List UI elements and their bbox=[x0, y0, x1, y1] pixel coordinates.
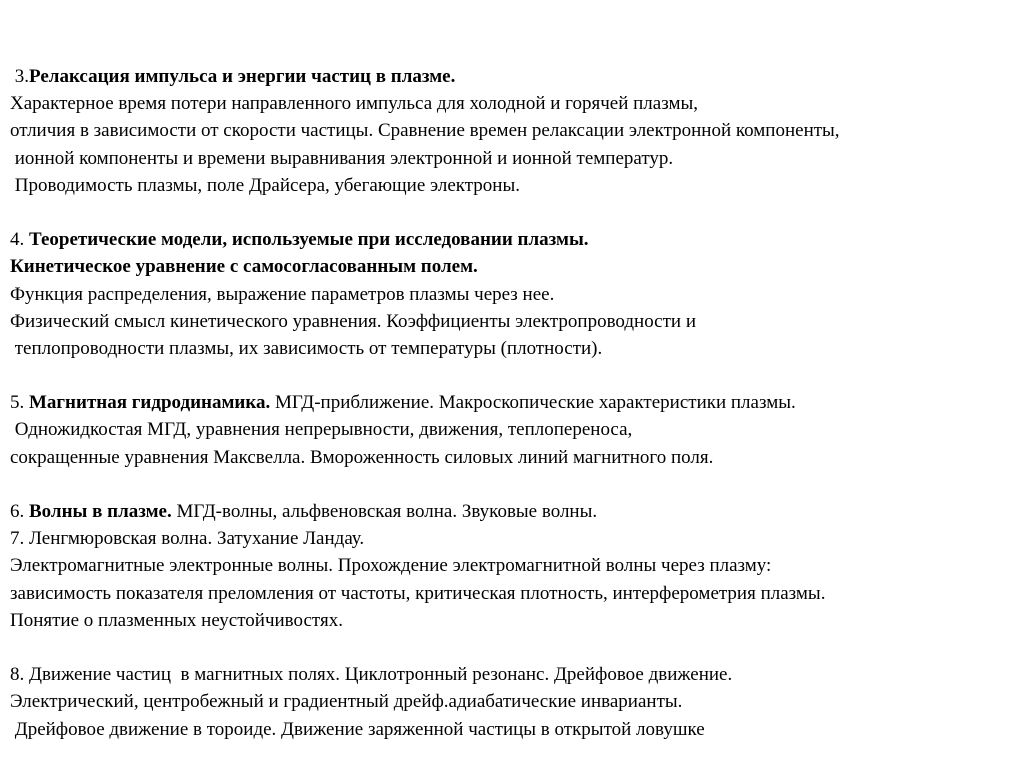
text-line: теплопроводности плазмы, их зависимость от температуры (плотности). bbox=[14, 337, 603, 359]
section-heading: Волны в плазме. bbox=[29, 501, 172, 522]
section-3 bbox=[10, 63, 1020, 199]
text-line: зависимость показателя преломления от частоты, критическая плотность, интерферометрия плазмы. bbox=[10, 582, 826, 604]
section-4 bbox=[10, 226, 1020, 362]
spacer bbox=[10, 199, 1020, 226]
spacer bbox=[10, 471, 1020, 498]
document-body bbox=[10, 63, 1020, 743]
text-line: 7. Ленгмюровская волна. Затухание Ландау. bbox=[10, 528, 365, 550]
text-line: 3.Релаксация импульса и энергии частиц в плазме. bbox=[14, 66, 456, 87]
text-line: 4. Теоретические модели, используемые при исследовании плазмы. bbox=[10, 229, 589, 251]
text-line: Характерное время потери направленного импульса для холодной и горячей плазмы, bbox=[10, 93, 698, 115]
text-line: сокращенные уравнения Максвелла. Вмороженность силовых линий магнитного поля. bbox=[10, 446, 714, 468]
section-6 bbox=[10, 498, 1020, 634]
text-line: отличия в зависимости от скорости частицы. Сравнение времен релаксации электронной компоненты, bbox=[10, 120, 840, 142]
text-line: Электромагнитные электронные волны. Прохождение электромагнитной волны через плазму: bbox=[10, 555, 772, 577]
section-heading: Магнитная гидродинамика. bbox=[29, 392, 271, 414]
text-line: 6. Волны в плазме. МГД-волны, альфвеновская волна. Звуковые волны. bbox=[10, 501, 598, 522]
text-line: Дрейфовое движение в тороиде. Движение заряженной частицы в открытой ловушке bbox=[14, 718, 705, 740]
text-line bbox=[10, 253, 1020, 280]
text-line: Проводимость плазмы, поле Драйсера, убегающие электроны. bbox=[14, 174, 520, 196]
spacer bbox=[10, 634, 1020, 661]
section-8 bbox=[10, 661, 1020, 743]
text-line: 5. Магнитная гидродинамика. МГД-приближение. Макроскопические характеристики плазмы. bbox=[10, 392, 796, 414]
text-line: ионной компоненты и времени выравнивания электронной и ионной температур. bbox=[14, 147, 674, 169]
section-5 bbox=[10, 389, 1020, 471]
text-line: 8. Движение частиц в магнитных полях. Циклотронный резонанс. Дрейфовое движение. bbox=[10, 664, 733, 686]
text-line: Одножидкостая МГД, уравнения непрерывности, движения, теплопереноса, bbox=[14, 419, 633, 441]
section-heading: Релаксация импульса и энергии частиц в плазме. bbox=[29, 66, 456, 87]
text-line: Электрический, центробежный и градиентный дрейф.адиабатические инварианты. bbox=[10, 691, 683, 713]
section-heading: Теоретические модели, используемые при исследовании плазмы. bbox=[29, 229, 589, 251]
spacer bbox=[10, 362, 1020, 389]
subsection-heading: Кинетическое уравнение с самосогласованным полем. bbox=[10, 256, 478, 278]
text-line: Физический смысл кинетического уравнения. Коэффициенты электропроводности и bbox=[10, 310, 697, 332]
text-line: Функция распределения, выражение параметров плазмы через нее. bbox=[10, 283, 555, 305]
text-line: Понятие о плазменных неустойчивостях. bbox=[10, 609, 343, 631]
